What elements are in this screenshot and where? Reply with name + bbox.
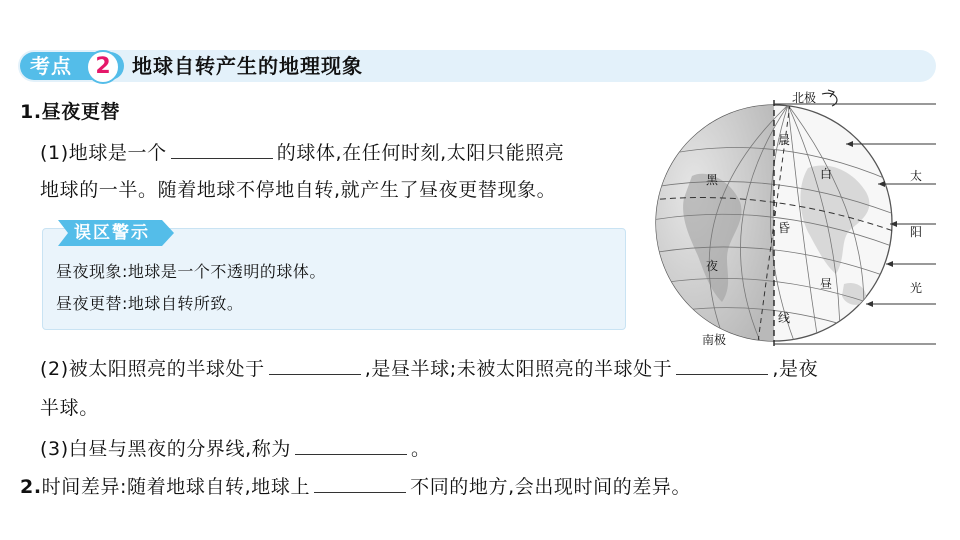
- p1-text-b: 的球体,在任何时刻,太阳只能照亮: [276, 142, 565, 164]
- paragraph-2-line-2: 半球。: [40, 397, 99, 419]
- terminator-label-1: 晨: [778, 133, 791, 147]
- blank-1[interactable]: [171, 138, 273, 159]
- paragraph-1-line-1: [40, 138, 564, 167]
- topic-badge-label: 考点: [30, 54, 72, 78]
- topic-badge-number: 2: [86, 50, 120, 84]
- sunlight-label-2: 阳: [910, 225, 923, 239]
- day-label-1: 白: [820, 167, 833, 181]
- p3-text-a: (3)白昼与黑夜的分界线,称为: [40, 438, 291, 460]
- blank-4[interactable]: [295, 434, 407, 455]
- p1-text-a: (1)地球是一个: [40, 142, 167, 164]
- warning-line-2: 昼夜更替:地球自转所致。: [56, 294, 244, 313]
- blank-2[interactable]: [269, 354, 361, 375]
- p2-text-a: (2)被太阳照亮的半球处于: [40, 358, 265, 380]
- warning-line-1: 昼夜现象:地球是一个不透明的球体。: [56, 262, 326, 281]
- sunlight-label-1: 太: [910, 169, 923, 183]
- heading-day-night: 1.昼夜更替: [20, 101, 121, 123]
- day-night-globe-figure: [640, 88, 940, 350]
- south-pole-label: 南极: [702, 333, 727, 347]
- p3-text-b: 。: [410, 438, 431, 460]
- paragraph-2-line-1: [40, 354, 818, 383]
- day-label-2: 昼: [820, 277, 833, 291]
- section-2-text-b: 不同的地方,会出现时间的差异。: [410, 476, 692, 498]
- north-pole-label: 北极: [792, 91, 817, 105]
- blank-5[interactable]: [314, 472, 406, 493]
- paragraph-3: [40, 434, 431, 463]
- sunlight-label-3: 光: [910, 281, 923, 295]
- terminator-label-3: 线: [778, 311, 791, 325]
- night-label-2: 夜: [706, 259, 719, 273]
- terminator-label-2: 昏: [778, 221, 791, 235]
- blank-3[interactable]: [676, 354, 768, 375]
- warning-tag-label: 误区警示: [74, 223, 150, 243]
- night-label-1: 黑: [706, 173, 719, 187]
- section-2: [20, 472, 691, 501]
- p2-text-b: ,是昼半球;未被太阳照亮的半球处于: [364, 358, 673, 380]
- p2-text-c: ,是夜: [772, 358, 819, 380]
- section-title: 地球自转产生的地理现象: [132, 54, 363, 78]
- paragraph-1-line-2: 地球的一半。随着地球不停地自转,就产生了昼夜更替现象。: [40, 179, 557, 201]
- section-2-number: 2.: [20, 476, 42, 498]
- section-2-text-a: 时间差异:随着地球自转,地球上: [41, 476, 311, 498]
